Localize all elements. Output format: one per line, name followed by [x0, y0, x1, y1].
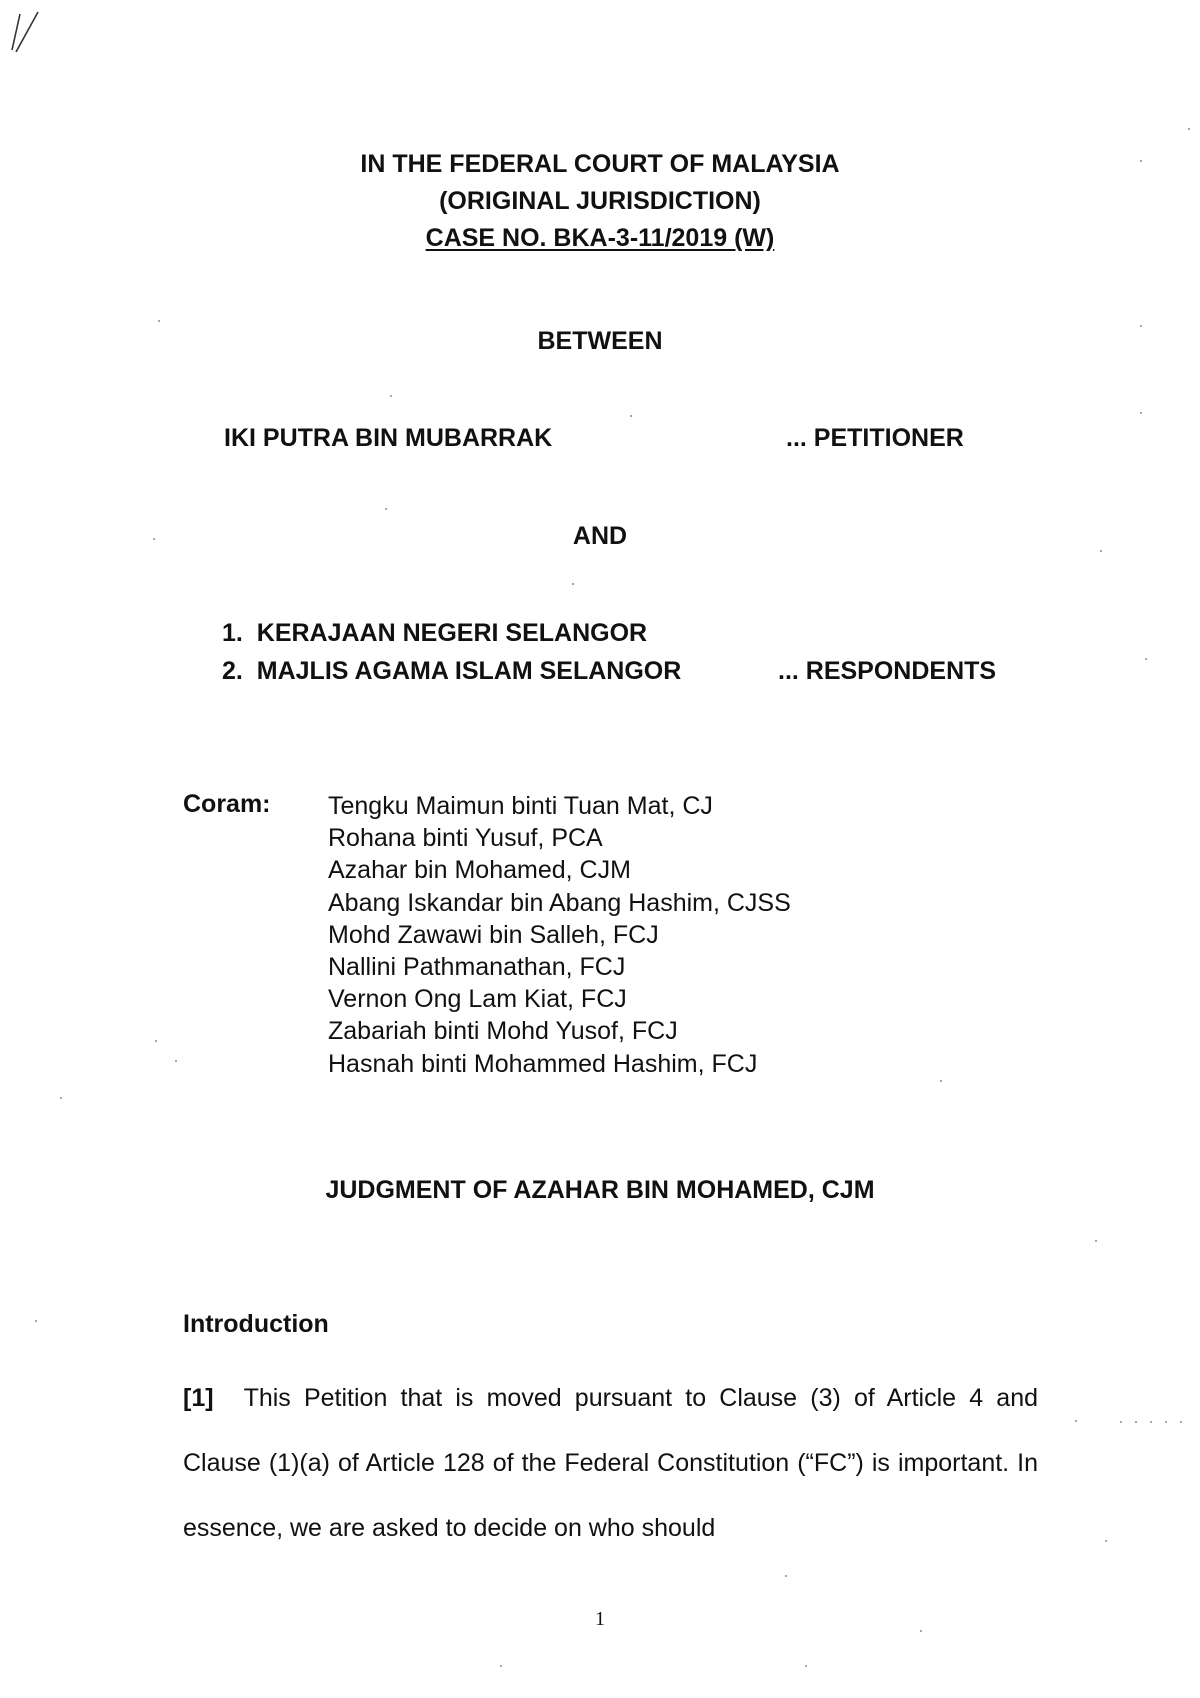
scan-speck: [158, 320, 160, 322]
case-number-wrap: [0, 224, 1200, 253]
scan-speck: [1145, 658, 1147, 660]
page-number: 1: [595, 1608, 605, 1630]
judge-name: Rohana binti Yusuf, PCA: [328, 824, 603, 853]
respondent-name: KERAJAAN NEGERI SELANGOR: [256, 619, 648, 647]
judge-name: Azahar bin Mohamed, CJM: [328, 856, 631, 885]
respondent-1: [222, 619, 647, 648]
scan-speck: [805, 1665, 807, 1667]
coram-judges-list: [328, 790, 791, 1080]
scan-speck: [155, 1040, 157, 1042]
court-jurisdiction: (ORIGINAL JURISDICTION): [439, 187, 761, 215]
petitioner-role: ... PETITIONER: [786, 424, 964, 452]
scan-speck: [35, 1320, 37, 1322]
scan-speck: [500, 1665, 502, 1667]
respondent-num: 1.: [222, 619, 243, 647]
scan-speck: [1075, 1420, 1077, 1422]
paragraph-number: [1]: [183, 1384, 214, 1412]
scan-speck: [785, 1575, 787, 1577]
judge-name: Zabariah binti Mohd Yusof, FCJ: [328, 1017, 678, 1046]
scan-speck: [572, 583, 574, 585]
scan-speck: [1140, 412, 1142, 414]
section-heading: Introduction: [183, 1310, 329, 1338]
judge-name: Nallini Pathmanathan, FCJ: [328, 952, 626, 981]
scan-speck: [1188, 128, 1190, 130]
scan-speck: [1150, 1421, 1152, 1423]
scan-speck: [940, 1080, 942, 1082]
respondent-num: 2.: [222, 657, 243, 685]
margin-pen-mark: [8, 6, 48, 56]
judge-name: Abang Iskandar bin Abang Hashim, CJSS: [328, 888, 791, 917]
respondent-2: [222, 657, 681, 686]
case-number: CASE NO. BKA-3-11/2019 (W): [425, 224, 775, 252]
scan-speck: [1095, 1240, 1097, 1242]
paragraph-text: This Petition that is moved pursuant to Clause (3) of Article 4 and Clause (1)(a) of Article 128 of the Federal Constitution (“FC”) is important. In essence, we are asked to decide on who should: [183, 1384, 1038, 1542]
coram-label: Coram:: [183, 790, 271, 818]
petitioner-name: IKI PUTRA BIN MUBARRAK: [224, 424, 553, 452]
scan-speck: [175, 1060, 177, 1062]
judgment-title: JUDGMENT OF AZAHAR BIN MOHAMED, CJM: [325, 1176, 875, 1204]
scan-speck: [1105, 1540, 1107, 1542]
scan-speck: [1120, 1421, 1122, 1423]
respondents-role: ... RESPONDENTS: [778, 657, 997, 685]
scan-speck: [390, 395, 392, 397]
scan-speck: [1135, 1421, 1137, 1423]
scan-speck: [60, 1097, 62, 1099]
judge-name: Hasnah binti Mohammed Hashim, FCJ: [328, 1049, 758, 1078]
scan-speck: [385, 508, 387, 510]
court-title: IN THE FEDERAL COURT OF MALAYSIA: [360, 150, 840, 178]
scan-speck: [1165, 1421, 1167, 1423]
judge-name: Vernon Ong Lam Kiat, FCJ: [328, 985, 627, 1014]
between-label: BETWEEN: [537, 327, 663, 355]
judge-name: Tengku Maimun binti Tuan Mat, CJ: [328, 792, 713, 820]
scan-speck: [1180, 1421, 1182, 1423]
respondent-name: MAJLIS AGAMA ISLAM SELANGOR: [256, 657, 682, 685]
and-label: AND: [572, 522, 628, 550]
judge-name: Mohd Zawawi bin Salleh, FCJ: [328, 920, 659, 949]
paragraph-1: [183, 1366, 1038, 1561]
scan-speck: [630, 415, 632, 417]
